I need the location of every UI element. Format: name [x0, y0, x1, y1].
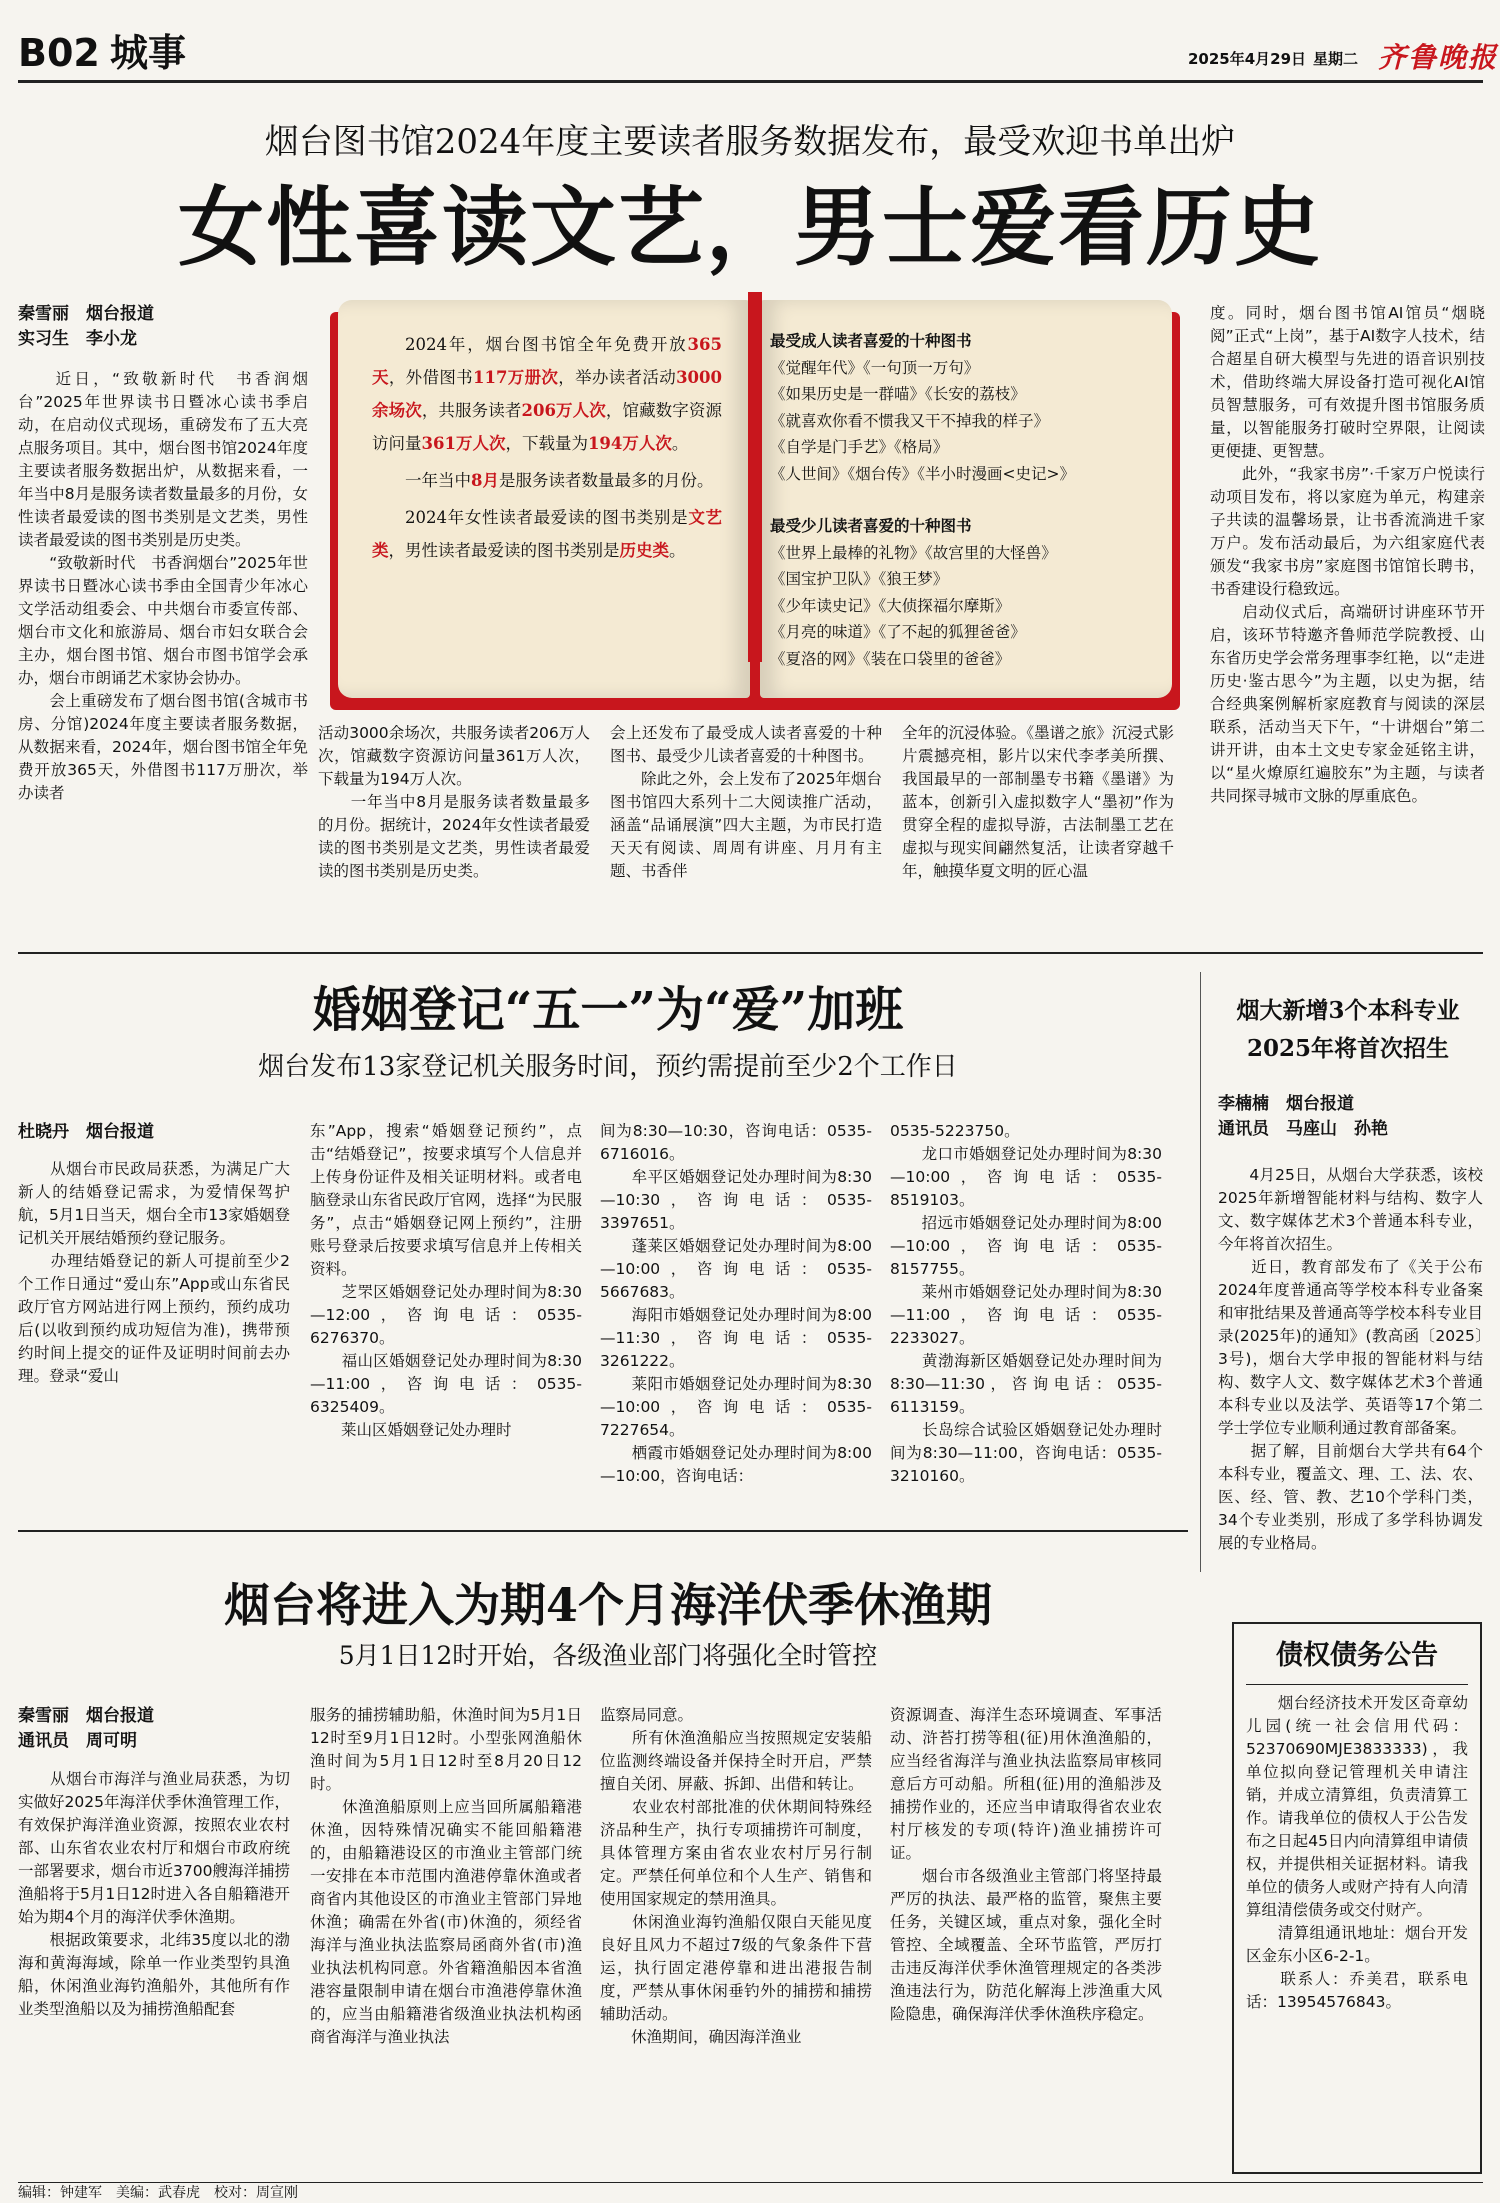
- p1-e: ，馆藏数字资源访问量: [372, 401, 723, 453]
- p3-b: ，男性读者最爱读的图书类别是: [388, 541, 620, 560]
- article2-bottom-rule: [18, 1530, 1188, 1532]
- debt-notice-box: [1232, 1622, 1482, 2174]
- article2-col3: 间为8:30—10:30，咨询电话：0535-6716016。 牟平区婚姻登记处办理时间为8:30—10:30，咨询电话：0535-3397651。 蓬莱区婚姻登记处办理时间为8:00—10:00，咨询电话：0535-5667683。 海阳市婚姻登记处办理时间为8:00—11:30，咨询电话：0535-3261222。 莱阳市婚姻登记处办理时间为8:30—10:00，咨询电话：0535-7227654。 栖霞市婚姻登记处办理时间为8:00—10:00，咨询电话：: [600, 1122, 872, 1485]
- article2-col2: 东”App，搜索“婚姻登记预约”，点击“结婚登记”，按要求填写个人信息并上传身份证件及相关证明材料。或者电脑登录山东省民政厅官网，选择“为民服务”，点击“婚姻登记网上预约”，注册账号登录后按要求填写信息并上传相关资料。 芝罘区婚姻登记处办理时间为8:30—12:00，咨询电话：0535-6276370。 福山区婚姻登记处办理时间为8:30—11:00，咨询电话：0535-6325409。 莱山区婚姻登记处办理时: [310, 1122, 582, 1439]
- article2-byline: 杜晓丹 烟台报道: [18, 1122, 154, 1142]
- notice-title: 债权债务公告: [1276, 1640, 1438, 1671]
- p1-d: ，共服务读者: [421, 401, 522, 420]
- footer-credits: 编辑：钟建军 美编：武春虎 校对：周宣刚: [18, 2185, 298, 2201]
- book-left-text: [372, 328, 722, 567]
- article4-col3: 监察局同意。 所有休渔渔船应当按照规定安装船位监测终端设备并保持全时开启，严禁擅自关闭、屏蔽、拆卸、出借和转让。 农业农村部批准的伏休期间特殊经济品种生产，执行专项捕捞许可制度，具体管理方案由省农业农村厅另行制定。严禁任何单位和个人生产、销售和使用国家规定的禁用渔具。 休闲渔业海钓渔船仅限白天能见度良好且风力不超过7级的气象条件下营运，执行固定港停靠和进出港报告制度，严禁从事休闲垂钓外的捕捞和捕捞辅助活动。 休渔期间，确因海洋渔业: [600, 1706, 872, 2046]
- article4-col2: 服务的捕捞辅助船，休渔时间为5月1日12时至9月1日12时。小型张网渔船休渔时间为5月1日12时至8月20日12时。 休渔渔船原则上应当回所属船籍港休渔，因特殊情况确实不能回船籍港的，由船籍港设区的市渔业主管部门统一安排在本市范围内渔港停靠休渔或者商省内其他设区的市渔业主管部门异地休渔；确需在外省(市)休渔的，须经省海洋与渔业执法监察局函商外省(市)渔业执法机构同意。外省籍渔船因本省渔港容量限制申请在烟台市渔港停靠休渔的，应当由船籍港省级渔业执法机构函商省海洋与渔业执法: [310, 1706, 582, 2046]
- article4-headline: 烟台将进入为期4个月海洋伏季休渔期: [223, 1578, 992, 1632]
- p1-a: 2024年，烟台图书馆全年免费开放: [405, 335, 688, 354]
- article1-byline: 秦雪丽 烟台报道 实习生 李小龙: [18, 304, 154, 349]
- section-name: 城事: [110, 30, 187, 75]
- article1-col3: 会上还发布了最受成人读者喜爱的十种图书、最受少儿读者喜爱的十种图书。 除此之外，会上发布了2025年烟台图书馆四大系列十二大阅读推广活动，涵盖“品诵展演”四大主题，为市民打造天天有阅读、周周有讲座、月月有主题、书香伴: [610, 724, 882, 880]
- article1-headline: 女性喜读文艺，男士爱看历史: [178, 177, 1322, 278]
- stat-visits: 361万人次: [421, 434, 506, 453]
- p1-f: ，下载量为: [505, 434, 588, 453]
- issue-date: 2025年4月29日: [1188, 50, 1307, 68]
- bookmark-ribbon: [748, 292, 762, 662]
- book-right-text: [770, 328, 1150, 672]
- book-graphic: [330, 292, 1180, 712]
- article2-headline: 婚姻登记“五一”为“爱”加班: [312, 982, 904, 1038]
- p3-c: 。: [669, 541, 686, 560]
- stat-readers: 206万人次: [521, 401, 606, 420]
- stat-peak-month: 8月: [471, 471, 499, 490]
- p1-g: 。: [671, 434, 689, 453]
- article3-headline: 烟大新增3个本科专业 2025年将首次招生: [1236, 997, 1460, 1062]
- adult-list-title: 最受成人读者喜爱的十种图书: [770, 331, 972, 350]
- right-column-divider: [1200, 972, 1201, 1572]
- stat-male-genre: 历史类: [619, 541, 669, 560]
- adult-book-line: 《人世间》《烟台传》《半小时漫画<史记>》: [770, 464, 1075, 483]
- kids-book-line: 《国宝护卫队》《狼王梦》: [770, 570, 949, 588]
- stat-female-genre: 文艺类: [372, 508, 722, 560]
- adult-book-line: 《如果历史是一群喵》《长安的荔枝》: [770, 385, 1026, 403]
- article1-col1: 近日，“致敬新时代 书香润烟台”2025年世界读书日暨冰心读书季启动，在启动仪式现场，重磅发布了五大亮点服务项目。其中，烟台图书馆2024年度主要读者服务数据出炉，从数据来看，一年当中8月是服务读者数量最多的月份，女性读者最爱读的图书类别是文艺类，男性读者最爱读的图书类别是历史类。 “致敬新时代 书香润烟台”2025年世界读书日暨冰心读书季由全国青少年冰心文学活动组委会、中共烟台市委宣传部、烟台市文化和旅游局、烟台市妇女联合会主办，烟台图书馆、烟台市图书馆学会承办，烟台市朗诵艺术家协会协办。 会上重磅发布了烟台图书馆(含城市书房、分馆)2024年度主要读者服务数据，从数据来看，2024年，烟台图书馆全年免费开放365天，外借图书117万册次，举办读者: [18, 370, 308, 802]
- article3-byline: 李楠楠 烟台报道 通讯员 马座山 孙艳: [1218, 1094, 1388, 1139]
- notice-body: 烟台经济技术开发区奇章幼儿园(统一社会信用代码：52370690MJE3833333)，我单位拟向登记管理机关申请注销，并成立清算组，负责清算工作。请我单位的债权人于公告发布之日起45日内向清算组申请债权，并提供相关证据材料。请我单位的债务人或财产持有人向清算组清偿债务或交付财产。 清算组通讯地址：烟台开发区金东小区6-2-1。 联系人：乔美君，联系电话：13954576843。: [1246, 1694, 1468, 2011]
- issue-weekday: 星期二: [1313, 50, 1359, 68]
- notice-title-rule: [1246, 1684, 1468, 1685]
- p2-b: 是服务读者数量最多的月份。: [498, 471, 714, 490]
- p1-c: ，举办读者活动: [558, 368, 677, 387]
- stat-open-days: 365天: [372, 335, 722, 387]
- kids-book-line: 《少年读史记》《大侦探福尔摩斯》: [770, 596, 1011, 615]
- adult-book-line: 《自学是门手艺》《格局》: [770, 438, 949, 456]
- p2-a: 一年当中: [405, 471, 471, 490]
- article4-byline: 秦雪丽 烟台报道 通讯员 周可明: [18, 1706, 154, 1751]
- article4-subhead: 5月1日12时开始，各级渔业部门将强化全时管控: [338, 1641, 878, 1670]
- section-code: B02: [18, 31, 100, 75]
- adult-book-line: 《觉醒年代》《一句顶一万句》: [770, 358, 980, 377]
- kids-book-line: 《月亮的味道》《了不起的狐狸爸爸》: [770, 623, 1026, 641]
- masthead: [0, 0, 1500, 80]
- footer-rule: [18, 2182, 1483, 2183]
- p3-a: 2024年女性读者最爱读的图书类别是: [405, 508, 689, 527]
- article3-body: 4月25日，从烟台大学获悉，该校2025年新增智能材料与结构、数字人文、数字媒体艺术3个普通本科专业，今年将首次招生。 近日，教育部发布了《关于公布2024年度普通高等学校本科专业备案和审批结果及普通高等学校本科专业目录(2025年)的通知》(教高函〔2025〕3号)，烟台大学申报的智能材料与结构、数字人文、数字媒体艺术3个普通本科专业以及法学、英语等17个第二学士学位专业顺利通过教育部备案。 据了解，目前烟台大学共有64个本科专业，覆盖文、理、工、法、农、医、经、管、教、艺10个学科门类，34个专业类别，形成了多学科协调发展的专业格局。: [1218, 1166, 1483, 1552]
- article2-col4: 0535-5223750。 龙口市婚姻登记处办理时间为8:30—10:00，咨询电话：0535-8519103。 招远市婚姻登记处办理时间为8:00—10:00，咨询电话：0535-8157755。 莱州市婚姻登记处办理时间为8:30—11:00，咨询电话：0535-2233027。 黄渤海新区婚姻登记处办理时间为8:30—11:30，咨询电话：0535-6113159。 长岛综合试验区婚姻登记处办理时间为8:30—11:00，咨询电话：0535-3210160。: [890, 1122, 1162, 1485]
- article4-col4: 资源调查、海洋生态环境调查、军事活动、浒苔打捞等租(征)用休渔渔船的，应当经省海洋与渔业执法监察局审核同意后方可动船。所租(征)用的渔船涉及捕捞作业的，还应当申请取得省农业农村厅核发的专项(特许)渔业捕捞许可证。 烟台市各级渔业主管部门将坚持最严厉的执法、最严格的监管，聚焦主要任务，关键区域，重点对象，强化全时管控、全域覆盖、全环节监管，严厉打击违反海洋伏季休渔管理规定的各类涉渔违法行为，防范化解海上涉渔重大风险隐患，确保海洋伏季休渔秩序稳定。: [890, 1706, 1162, 2023]
- kids-book-line: 《夏洛的网》《装在口袋里的爸爸》: [770, 649, 1011, 668]
- stat-loans: 117万册次: [473, 368, 559, 387]
- kids-book-line: 《世界上最棒的礼物》《故宫里的大怪兽》: [770, 543, 1057, 562]
- article1-kicker: 烟台图书馆2024年度主要读者服务数据发布，最受欢迎书单出炉: [264, 122, 1236, 162]
- article1-bottom-rule: [18, 952, 1483, 954]
- p1-b: ，外借图书: [388, 368, 473, 387]
- article1-col5: 度。同时，烟台图书馆AI馆员“烟晓阅”正式“上岗”，基于AI数字人技术，结合超星自研大模型与先进的语音识别技术，借助终端大屏设备打造可视化AI馆员智慧服务，可有效提升图书馆服务质量，以智能服务打破时空界限，让阅读更便捷、更智慧。 此外，“我家书房”·千家万户悦读行动项目发布，将以家庭为单元，构建亲子共读的温馨场景，让书香流淌进千家万户。发布活动最后，为六组家庭代表颁发“我家书房”家庭图书馆馆长聘书，书香建设行稳致远。 启动仪式后，高端研讨讲座环节开启，该环节特邀齐鲁师范学院教授、山东省历史学会常务理事李红艳，以“走进历史·鉴古思今”为主题，以史为据，结合经典案例解析家庭教育与阅读的深层联系，活动当天下午，“十讲烟台”第二讲开讲，由本土文史专家金延铭主讲，以“星火燎原红遍胶东”为主题，与读者共同探寻城市文脉的厚重底色。: [1210, 304, 1485, 805]
- newspaper-logo: 齐鲁晚报: [1378, 41, 1499, 74]
- adult-book-line: 《就喜欢你看不惯我又干不掉我的样子》: [770, 411, 1050, 430]
- stat-events: 3000余场次: [372, 368, 723, 420]
- article2-subhead: 烟台发布13家登记机关服务时间，预约需提前至少2个工作日: [258, 1052, 958, 1082]
- article1-col2: 活动3000余场次，共服务读者206万人次，馆藏数字资源访问量361万人次，下载量为194万人次。 一年当中8月是服务读者数量最多的月份。据统计，2024年女性读者最爱读的图书类别是文艺类，男性读者最爱读的图书类别是历史类。: [318, 724, 590, 880]
- kids-list-title: 最受少儿读者喜爱的十种图书: [770, 516, 972, 535]
- article4-col1: 从烟台市海洋与渔业局获悉，为切实做好2025年海洋伏季休渔管理工作，有效保护海洋渔业资源，按照农业农村部、山东省农业农村厅和烟台市政府统一部署要求，烟台市近3700艘海洋捕捞渔船将于5月1日12时进入各自船籍港开始为期4个月的海洋伏季休渔期。 根据政策要求，北纬35度以北的渤海和黄海海域，除单一作业类型钓具渔船，休闲渔业海钓渔船外，其他所有作业类型渔船以及为捕捞渔船配套: [18, 1770, 290, 2018]
- stat-downloads: 194万人次: [587, 434, 672, 453]
- article1-col4: 全年的沉浸体验。《墨谱之旅》沉浸式影片震撼亮相，影片以宋代李孝美所撰、我国最早的一部制墨专书籍《墨谱》为蓝本，创新引入虚拟数字人“墨初”作为贯穿全程的虚拟导游，古法制墨工艺在虚拟与现实间翩然复活，让读者穿越千年，触摸华夏文明的匠心温: [902, 724, 1174, 880]
- article2-col1: 从烟台市民政局获悉，为满足广大新人的结婚登记需求，为爱情保驾护航，5月1日当天，烟台全市13家婚姻登记机关开展结婚预约登记服务。 办理结婚登记的新人可提前至少2个工作日通过“爱山东”App或山东省民政厅官方网站进行网上预约，预约成功后(以收到预约成功短信为准)，携带预约时间上提交的证件及证明时间前去办理。登录“爱山: [18, 1160, 290, 1385]
- header-rule: [18, 80, 1483, 83]
